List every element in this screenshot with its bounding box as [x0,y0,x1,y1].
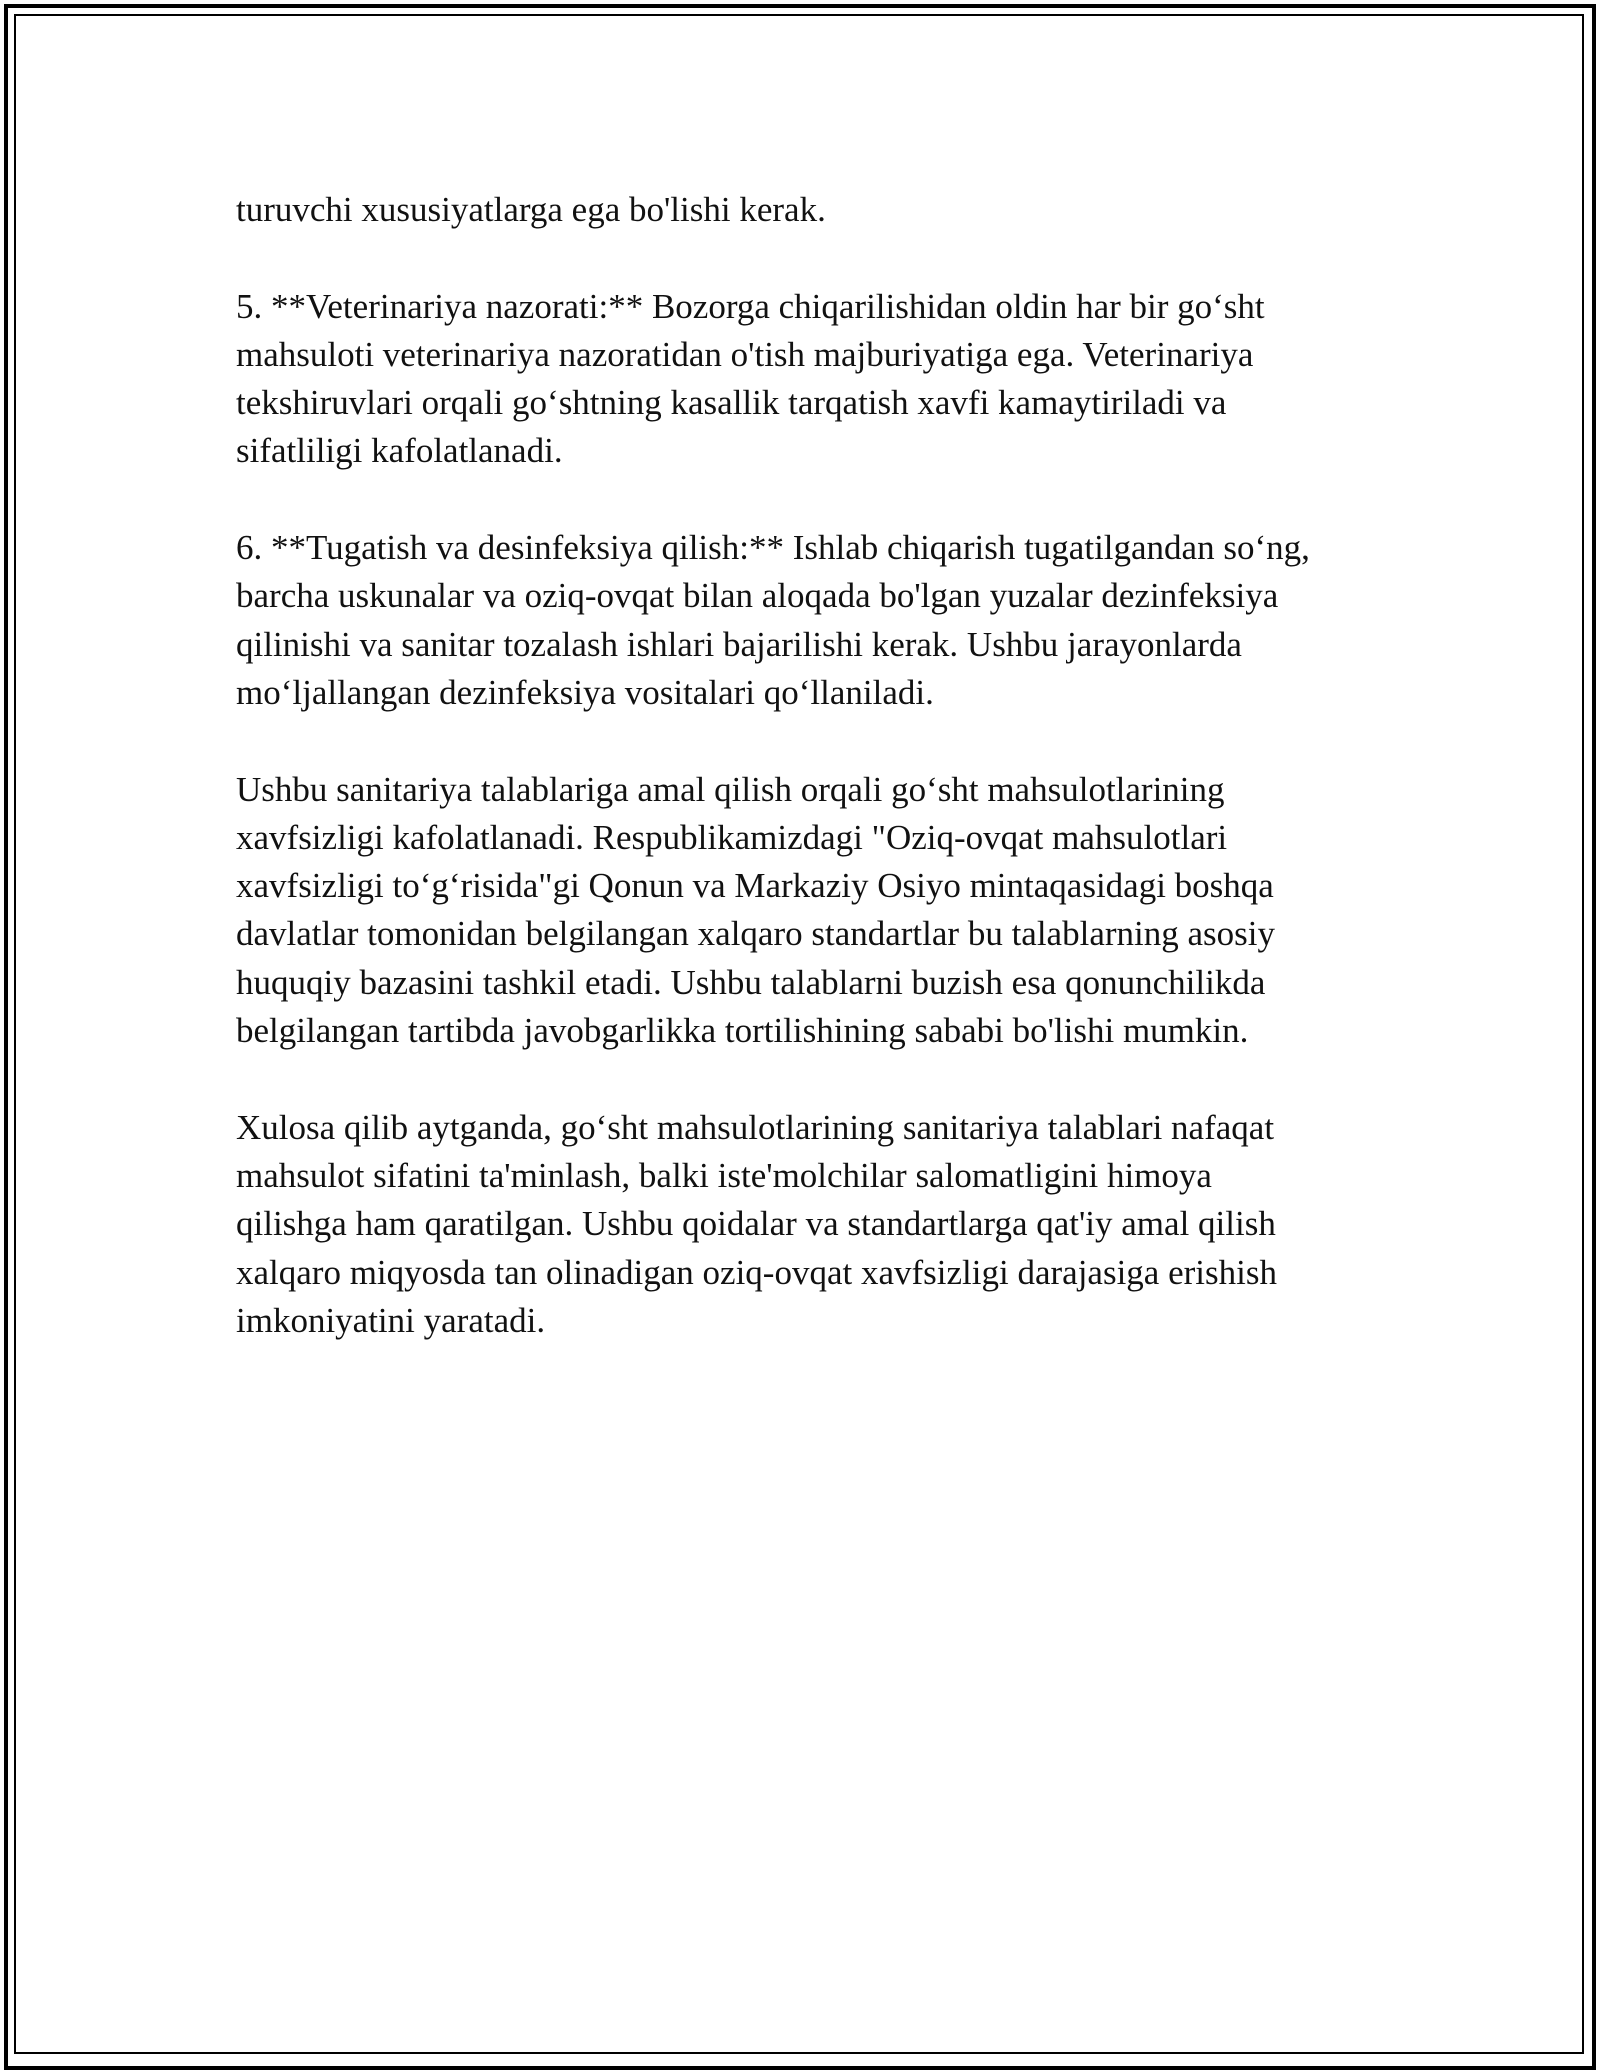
paragraph-conclusion: Xulosa qilib aytganda, go‘sht mahsulotlarining sanitariya talablari nafaqat mahsulot sifatini ta'minlash, balki iste'molchilar salomatligini himoya qilishga ham qaratilgan. Ushbu qoidalar va standartlarga qat'iy amal qilish xalqaro miqyosda tan olinadigan oziq-ovqat xavfsizligi darajasiga erishish imkoniyatini yaratadi. [236,1107,1277,1340]
paragraph-legal-basis: Ushbu sanitariya talablariga amal qilish orqali go‘sht mahsulotlarining xavfsizligi kafolatlanadi. Respublikamizdagi "Oziq-ovqat mahsulotlari xavfsizligi to‘g‘risida"gi Qonun va Markaziy Osiyo mintaqasidagi boshqa davlatlar tomonidan belgilangan xalqaro standartlar bu talablarning asosiy huquqiy bazasini tashkil etadi. Ushbu talablarni buzish esa qonunchilikda belgilangan tartibda javobgarlikka tortilishining sababi bo'lishi mumkin. [236,769,1275,1051]
paragraph-disinfection: 6. **Tugatish va desinfeksiya qilish:** Ishlab chiqarish tugatilgandan so‘ng, barcha uskunalar va oziq-ovqat bilan aloqada bo'lgan yuzalar dezinfeksiya qilinishi va sanitar tozalash ishlari bajarilishi kerak. Ushbu jarayonlarda mo‘ljallangan dezinfeksiya vositalari qo‘llaniladi. [236,528,1310,712]
paragraph-veterinary-control: 5. **Veterinariya nazorati:** Bozorga chiqarilishidan oldin har bir go‘sht mahsuloti veterinariya nazoratidan o'tish majburiyatiga ega. Veterinariya tekshiruvlari orqali go‘shtning kasallik tarqatish xavfi kamaytiriladi va sifatliligi kafolatlanadi. [236,286,1265,471]
document-body [236,186,1386,1393]
paragraph-continuation: turuvchi xususiyatlarga ega bo'lishi kerak. [236,190,826,229]
